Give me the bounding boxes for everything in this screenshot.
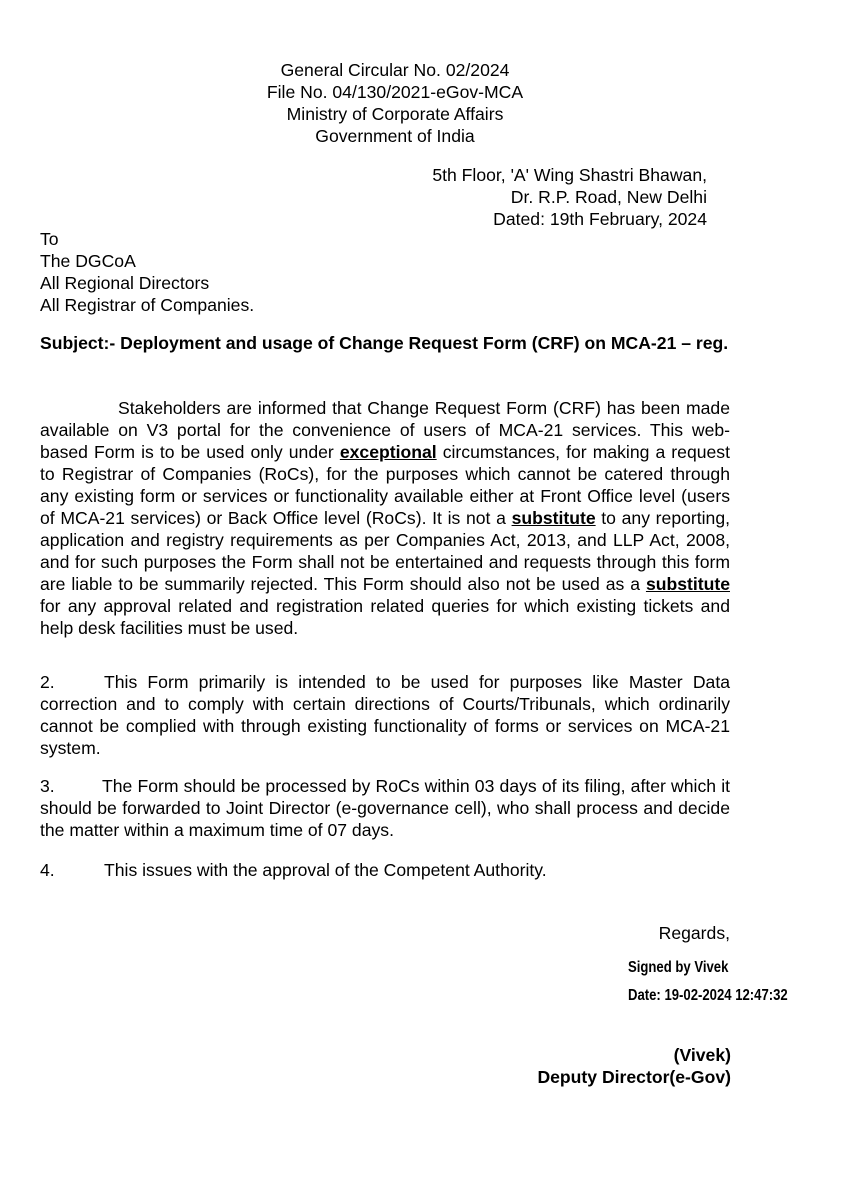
para1-text-d: for any approval related and registration related queries for which existing tickets and help desk facilities must be used.: [40, 596, 730, 638]
para1-emphasis-exceptional: exceptional: [339, 442, 437, 462]
recipient-1: The DGCoA: [40, 251, 136, 271]
para2-text: This Form primarily is intended to be used for purposes like Master Data correction and to comply with certain directions of Courts/Tribunals, which ordinarily cannot be complied with through existing functionality of forms or services on MCA-21 system.: [40, 672, 730, 758]
para4-number: 4.: [40, 860, 55, 880]
signatory-name: (Vivek): [673, 1045, 731, 1065]
to-label: To: [40, 229, 59, 249]
address-block: [432, 164, 707, 230]
address-line-2: Dr. R.P. Road, New Delhi: [510, 187, 707, 207]
ministry-name: Ministry of Corporate Affairs: [286, 104, 504, 124]
para1-emphasis-substitute-2: substitute: [645, 574, 730, 594]
signatory-block: [537, 1044, 731, 1088]
regards-line: Regards,: [658, 923, 730, 943]
address-line-1: 5th Floor, 'A' Wing Shastri Bhawan,: [432, 165, 707, 185]
dated-line: Dated: 19th February, 2024: [493, 209, 707, 229]
para1-text-b: circumstances, for making a request to Registrar of Companies (RoCs), for the purposes which cannot be catered through any existing form or services or functionality available either at Front Office level (users of MCA-21 services) or Back Office level (RoCs). It is not a: [40, 442, 730, 528]
paragraph-2: [40, 671, 730, 759]
para1-text-a: Stakeholders are informed that Change Request Form (CRF) has been made available on V3 portal for the convenience of users of MCA-21 services. This web- based Form is to be used only under: [40, 398, 730, 462]
file-number: File No. 04/130/2021-eGov-MCA: [266, 82, 524, 102]
signature-date: Date: 19-02-2024 12:47:32: [628, 987, 788, 1004]
para1-text-c: to any reporting, application and registry requirements as per Companies Act, 2013, and LLP Act, 2008, and for such purposes the Form shall not be entertained and requests through this form are liable to be summarily rejected. This Form should also not be used as a: [40, 508, 731, 594]
para1-emphasis-substitute-1: substitute: [511, 508, 596, 528]
government-name: Government of India: [315, 126, 475, 146]
paragraph-3: [40, 775, 730, 841]
para4-text: This issues with the approval of the Competent Authority.: [104, 860, 547, 880]
para2-number: 2.: [40, 672, 55, 692]
document-header: [0, 59, 790, 147]
paragraph-4: [40, 859, 730, 881]
para3-number: 3.: [40, 776, 55, 796]
recipients-block: [40, 228, 254, 316]
para3-text: The Form should be processed by RoCs within 03 days of its filing, after which it should be forwarded to Joint Director (e-governance cell), who shall process and decide the matter within a maximum time of 07 days.: [40, 776, 730, 840]
recipient-2: All Regional Directors: [40, 273, 210, 293]
digital-signature-stamp: [628, 954, 788, 1010]
signatory-designation: Deputy Director(e-Gov): [537, 1067, 731, 1087]
subject-line: Subject:- Deployment and usage of Change Request Form (CRF) on MCA-21 – reg.: [40, 333, 729, 353]
signed-by-text: Signed by Vivek: [628, 959, 729, 976]
recipient-3: All Registrar of Companies.: [40, 295, 255, 315]
paragraph-1: [40, 397, 730, 639]
circular-number: General Circular No. 02/2024: [280, 60, 510, 80]
